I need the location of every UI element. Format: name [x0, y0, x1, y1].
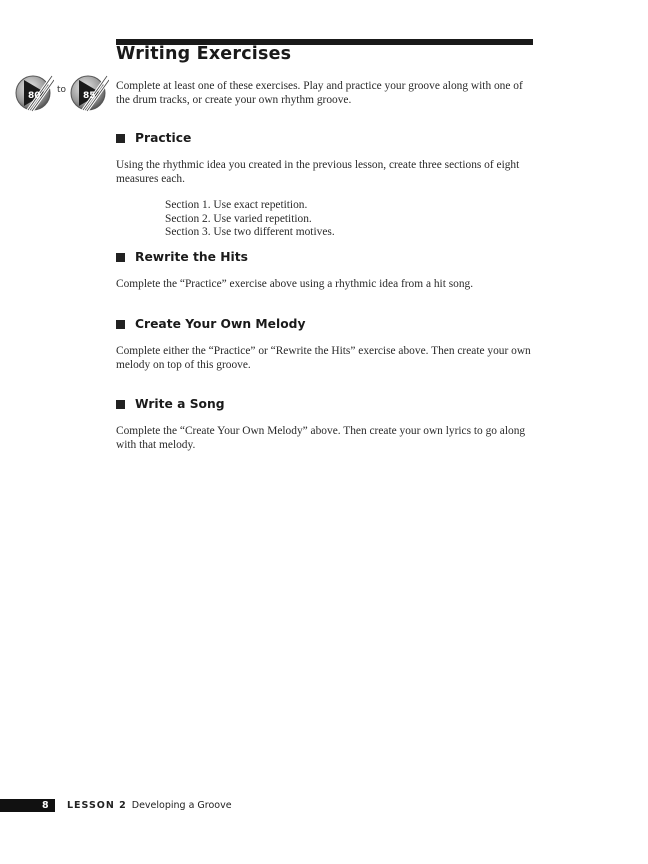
practice-section-list: [165, 199, 335, 240]
footer-lesson-title: Developing a Groove: [131, 800, 232, 811]
running-footer: [67, 799, 232, 812]
practice-section-item: Section 2. Use varied repetition.: [165, 212, 312, 225]
practice-section-item: Section 3. Use two different motives.: [165, 226, 335, 238]
drum-track-play-icon: [69, 72, 109, 112]
section-heading-text: Create Your Own Melody: [135, 317, 306, 331]
intro-paragraph: Complete at least one of these exercises. Play and practice your groove along with one of the drum tracks, or create your own rhythm groove.: [116, 80, 523, 106]
section-body-create-your-own-melody: Complete either the “Practice” or “Rewrite the Hits” exercise above. Then create your own melody on top of this groove.: [116, 345, 531, 371]
track-end-number: 85: [83, 91, 96, 101]
section-heading-text: Practice: [135, 131, 192, 145]
section-body-rewrite-the-hits: Complete the “Practice” exercise above using a rhythmic idea from a hit song.: [116, 278, 474, 290]
section-body-write-a-song: Complete the “Create Your Own Melody” above. Then create your own lyrics to go along with that melody.: [116, 425, 526, 451]
track-start-number: 80: [28, 91, 41, 101]
section-heading-write-a-song: [116, 397, 225, 411]
page-number: 8: [42, 800, 49, 811]
square-bullet-icon: [116, 134, 125, 143]
practice-section-item: Section 1. Use exact repetition.: [165, 199, 308, 211]
section-heading-create-your-own-melody: [116, 317, 305, 331]
section-heading-practice: [116, 131, 191, 145]
drum-track-play-icon: [14, 72, 54, 112]
square-bullet-icon: [116, 400, 125, 409]
footer-lesson-label: LESSON 2: [67, 800, 127, 811]
track-range-connector: to: [57, 85, 67, 95]
section-heading-rewrite-the-hits: [116, 250, 248, 264]
section-body-practice: Using the rhythmic idea you created in the previous lesson, create three sections of eight measures each.: [116, 159, 520, 185]
section-heading-text: Write a Song: [135, 397, 225, 411]
square-bullet-icon: [116, 320, 125, 329]
section-heading-text: Rewrite the Hits: [135, 250, 248, 264]
page-title: Writing Exercises: [116, 44, 292, 64]
square-bullet-icon: [116, 253, 125, 262]
